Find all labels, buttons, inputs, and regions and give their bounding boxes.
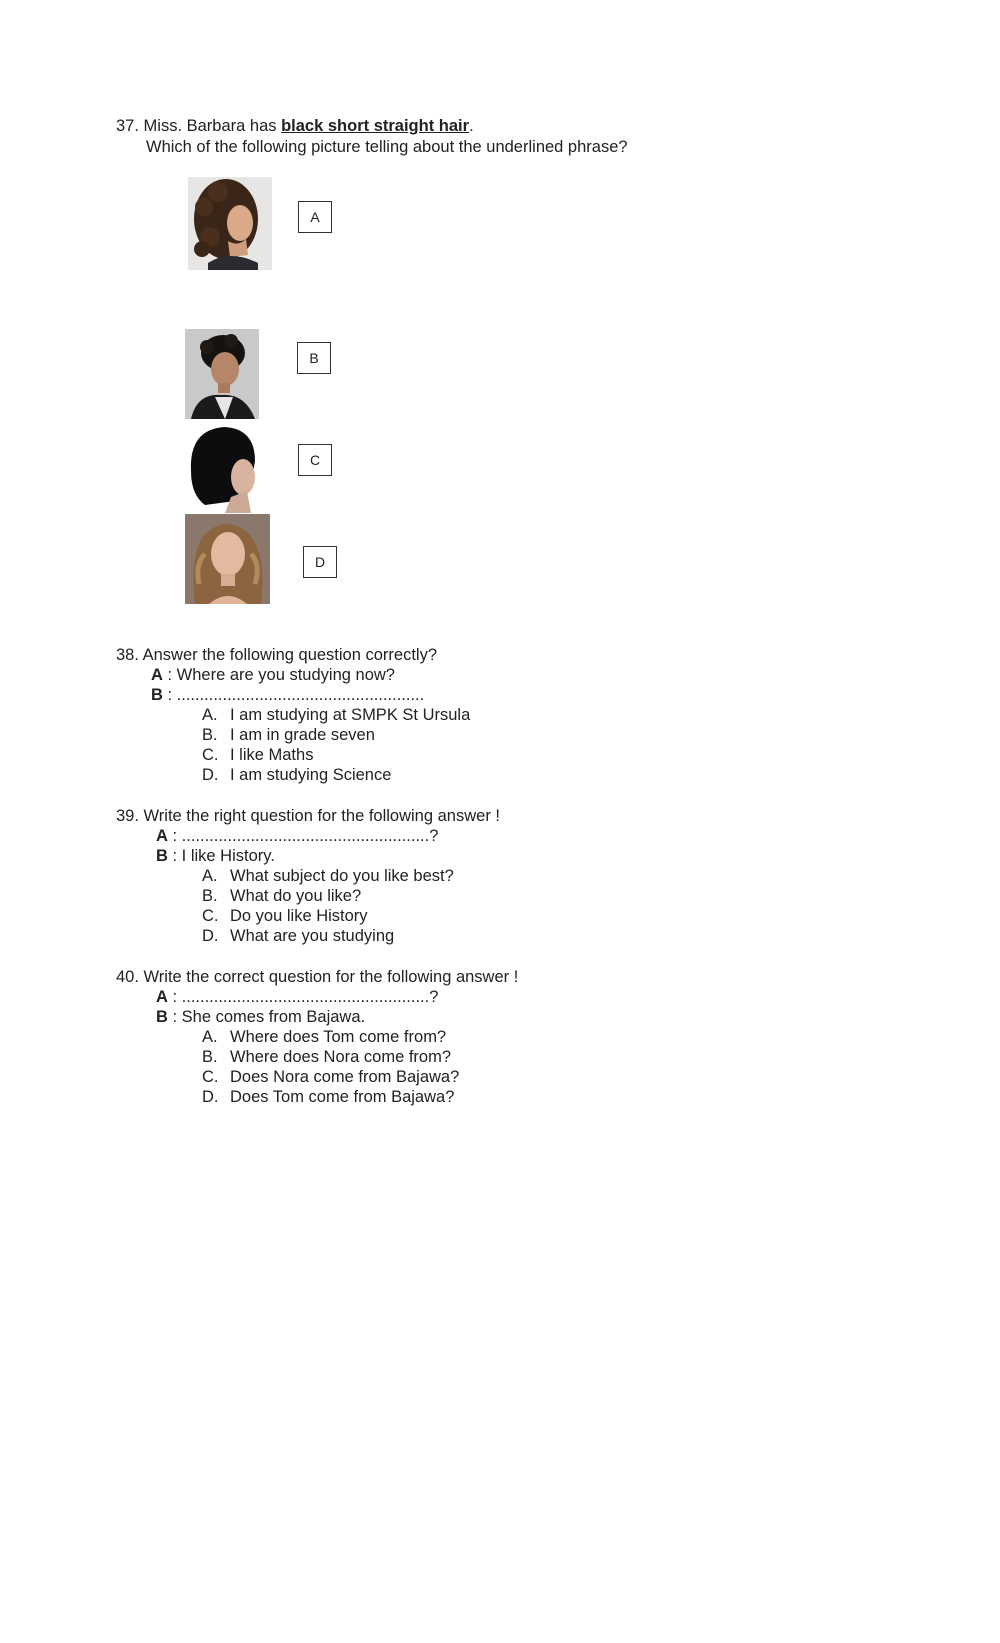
q39-option-c[interactable]: C. Do you like History: [202, 907, 368, 925]
q37-stem: [116, 116, 474, 136]
curly-long-hair-photo[interactable]: [188, 177, 272, 270]
q39-dialog-b: B : I like History.: [156, 847, 275, 865]
black-short-straight-hair-photo[interactable]: [185, 421, 264, 513]
q38-option-d[interactable]: D. I am studying Science: [202, 766, 392, 784]
q37-instruction: Which of the following picture telling about the underlined phrase?: [146, 138, 628, 156]
q38-dialog-a: A : Where are you studying now?: [151, 666, 395, 684]
q38-option-a[interactable]: A. I am studying at SMPK St Ursula: [202, 706, 471, 724]
q37-number: 37.: [116, 117, 139, 135]
short-curly-hair-photo[interactable]: [185, 329, 259, 419]
q40-option-a[interactable]: A. Where does Tom come from?: [202, 1028, 447, 1046]
q37-stem-end: .: [469, 117, 474, 135]
option-box-b[interactable]: B: [297, 342, 331, 374]
q40-option-d[interactable]: D. Does Tom come from Bajawa?: [202, 1088, 455, 1106]
q38-option-c[interactable]: C. I like Maths: [202, 746, 314, 764]
q39-option-a[interactable]: A. What subject do you like best?: [202, 867, 454, 885]
option-box-d[interactable]: D: [303, 546, 337, 578]
q38-stem: 38. Answer the following question correctly?: [116, 646, 438, 664]
q38-dialog-b: B : ......................................................: [151, 686, 425, 704]
q39-dialog-a: A : ......................................................?: [156, 827, 439, 845]
q40-stem: 40. Write the correct question for the following answer !: [116, 968, 519, 986]
q39-option-b[interactable]: B. What do you like?: [202, 887, 362, 905]
q39-option-d[interactable]: D. What are you studying: [202, 927, 395, 945]
q37-underlined-phrase: black short straight hair: [281, 117, 470, 135]
option-box-c[interactable]: C: [298, 444, 332, 476]
option-box-a[interactable]: A: [298, 201, 332, 233]
q40-dialog-a: A : ......................................................?: [156, 988, 439, 1006]
q37-stem-text: Miss. Barbara has: [143, 117, 282, 135]
q40-option-b[interactable]: B. Where does Nora come from?: [202, 1048, 452, 1066]
q38-option-b[interactable]: B. I am in grade seven: [202, 726, 375, 744]
q40-option-c[interactable]: C. Does Nora come from Bajawa?: [202, 1068, 460, 1086]
q40-dialog-b: B : She comes from Bajawa.: [156, 1008, 366, 1026]
q39-stem: 39. Write the right question for the following answer !: [116, 807, 500, 825]
long-wavy-hair-photo[interactable]: [185, 514, 270, 604]
